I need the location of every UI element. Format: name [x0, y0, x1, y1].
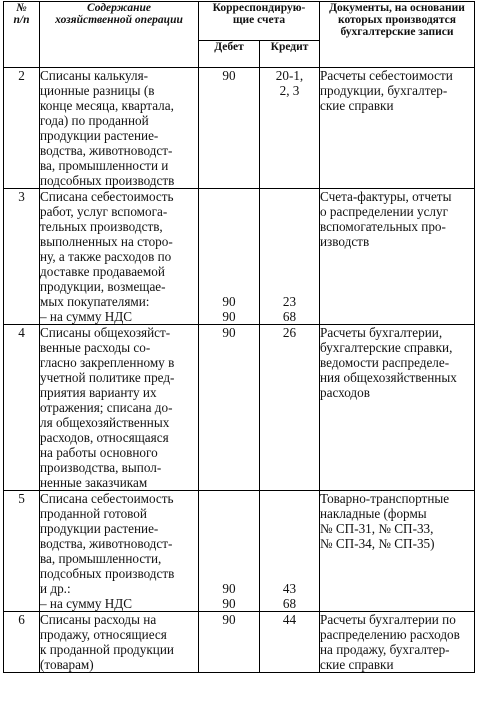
operation-line: ва, промышленности и: [40, 158, 169, 173]
row-number: [4, 68, 40, 189]
debit-cell: [199, 612, 260, 673]
debit-value: 90: [222, 294, 236, 309]
row-number-text: 3: [18, 189, 25, 204]
operation-line: выполненных на сторо-: [40, 234, 173, 249]
documents-line: изводств: [320, 234, 370, 249]
credit-value: 68: [282, 596, 297, 611]
operation-line: тельных производств,: [40, 219, 163, 234]
header-corresponding-accounts: Корреспондирую- щие счета: [199, 2, 320, 41]
documents-line: Счета-фактуры, отчеты: [320, 189, 452, 204]
operation-line: подсобных производств: [40, 173, 175, 188]
credit-cell: [260, 612, 320, 673]
row-number-text: 2: [18, 68, 25, 83]
operation-line: продукции растение-: [40, 521, 159, 536]
row-number: [4, 491, 40, 612]
documents-line: ведомости распределе-: [320, 355, 450, 370]
credit-cell: [260, 325, 320, 491]
operation-line: года) по проданной: [40, 113, 149, 128]
operation-line: ну, а также расходов по: [40, 249, 172, 264]
operation-line: – на сумму НДС: [40, 596, 133, 611]
operation-line: Списаны общехозяйст-: [40, 325, 171, 340]
header-operation: Содержание хозяйственной операции: [40, 2, 199, 68]
credit-cell: [260, 189, 320, 325]
header-documents: Документы, на основании которых производятся бухгалтерские записи: [320, 2, 475, 68]
documents-cell: [320, 189, 475, 325]
debit-value: 90: [222, 596, 236, 611]
header-credit: Кредит: [260, 40, 320, 67]
documents-cell: [320, 325, 475, 491]
header-number: [4, 2, 40, 68]
documents-line: о распределении услуг: [320, 204, 449, 219]
documents-cell: [320, 68, 475, 189]
documents-line: расходов: [320, 385, 370, 400]
documents-line: вспомогательных про-: [320, 219, 446, 234]
documents-line: ские справки: [320, 98, 394, 113]
operation-line: и др.:: [40, 581, 71, 596]
operation-line: гласно закрепленному в: [40, 355, 175, 370]
credit-cell: [260, 491, 320, 612]
operation-line: продукции растение-: [40, 128, 159, 143]
operation-line: отражения; списана до-: [40, 400, 173, 415]
operation-line: водства, животноводст-: [40, 536, 173, 551]
documents-line: № СП-31, № СП-33,: [320, 521, 434, 536]
operation-line: подсобных производств: [40, 566, 175, 581]
documents-line: Расчеты бухгалтерии по: [320, 612, 456, 627]
table-body: [4, 68, 475, 673]
operation-line: Списана себестоимость: [40, 491, 174, 506]
operation-line: приятия варианту их: [40, 385, 157, 400]
operation-line: Списаны расходы на: [40, 612, 157, 627]
documents-line: Расчеты себестоимости: [320, 68, 453, 83]
operation-line: ненные заказчикам: [40, 475, 148, 490]
operation-cell: [40, 189, 199, 325]
accounting-entries-table: [3, 1, 475, 673]
operation-cell: [40, 325, 199, 491]
debit-cell: [199, 68, 260, 189]
operation-line: – на сумму НДС: [40, 309, 133, 324]
documents-line: Товарно-транспортные: [320, 491, 450, 506]
credit-value: 23: [282, 294, 297, 309]
documents-line: № СП-34, № СП-35): [320, 536, 435, 551]
documents-line: ния общехозяйственных: [320, 370, 457, 385]
documents-line: распределению расходов: [320, 627, 460, 642]
table-row: [4, 491, 475, 612]
credit-value: 68: [282, 309, 297, 324]
credit-value: 26: [282, 325, 297, 340]
operation-line: ля общехозяйственных: [40, 415, 170, 430]
credit-value: 43: [282, 581, 297, 596]
documents-line: ские справки: [320, 657, 394, 672]
credit-value: 20-1,: [275, 68, 304, 83]
operation-line: Списаны калькуля-: [40, 68, 149, 83]
debit-value: 90: [222, 68, 236, 83]
documents-line: Расчеты бухгалтерии,: [320, 325, 443, 340]
header-debit: Дебет: [199, 40, 260, 67]
debit-value: 90: [222, 612, 236, 627]
row-number: [4, 189, 40, 325]
row-number-text: 4: [18, 325, 25, 340]
documents-line: накладные (формы: [320, 506, 427, 521]
debit-cell: [199, 325, 260, 491]
operation-line: ционные разницы (в: [40, 83, 155, 98]
credit-value: 2, 3: [279, 83, 300, 98]
credit-value: 44: [282, 612, 297, 627]
row-number: [4, 612, 40, 673]
operation-cell: [40, 491, 199, 612]
operation-line: работ, услуг вспомога-: [40, 204, 168, 219]
documents-line: продукции, бухгалтер-: [320, 83, 448, 98]
operation-line: проданной готовой: [40, 506, 147, 521]
table-header: [4, 2, 475, 68]
operation-line: (товарам): [40, 657, 94, 672]
row-number-text: 6: [18, 612, 25, 627]
debit-cell: [199, 189, 260, 325]
operation-line: расходов, относящаяся: [40, 430, 169, 445]
operation-line: мых покупателями:: [40, 294, 150, 309]
documents-line: бухгалтерские справки,: [320, 340, 453, 355]
operation-line: доставке продаваемой: [40, 264, 165, 279]
documents-line: на продажу, бухгалтер-: [320, 642, 450, 657]
operation-line: к проданной продукции: [40, 642, 174, 657]
header-number-text: № п/п: [13, 2, 30, 26]
debit-value: 90: [222, 581, 236, 596]
credit-cell: [260, 68, 320, 189]
documents-cell: [320, 612, 475, 673]
operation-line: водства, животноводст-: [40, 143, 173, 158]
debit-value: 90: [222, 325, 236, 340]
operation-line: венные расходы со-: [40, 340, 151, 355]
table-row: [4, 325, 475, 491]
operation-line: продажу, относящиеся: [40, 627, 167, 642]
documents-cell: [320, 491, 475, 612]
table-row: [4, 68, 475, 189]
operation-line: на работы основного: [40, 445, 158, 460]
table-row: [4, 612, 475, 673]
operation-line: Списана себестоимость: [40, 189, 174, 204]
operation-line: учетной политике пред-: [40, 370, 175, 385]
row-number: [4, 325, 40, 491]
operation-cell: [40, 68, 199, 189]
row-number-text: 5: [18, 491, 25, 506]
operation-line: производства, выпол-: [40, 460, 162, 475]
table-row: [4, 189, 475, 325]
operation-cell: [40, 612, 199, 673]
operation-line: конце месяца, квартала,: [40, 98, 174, 113]
debit-value: 90: [222, 309, 236, 324]
debit-cell: [199, 491, 260, 612]
operation-line: продукции, возмещае-: [40, 279, 166, 294]
operation-line: ва, промышленности,: [40, 551, 162, 566]
